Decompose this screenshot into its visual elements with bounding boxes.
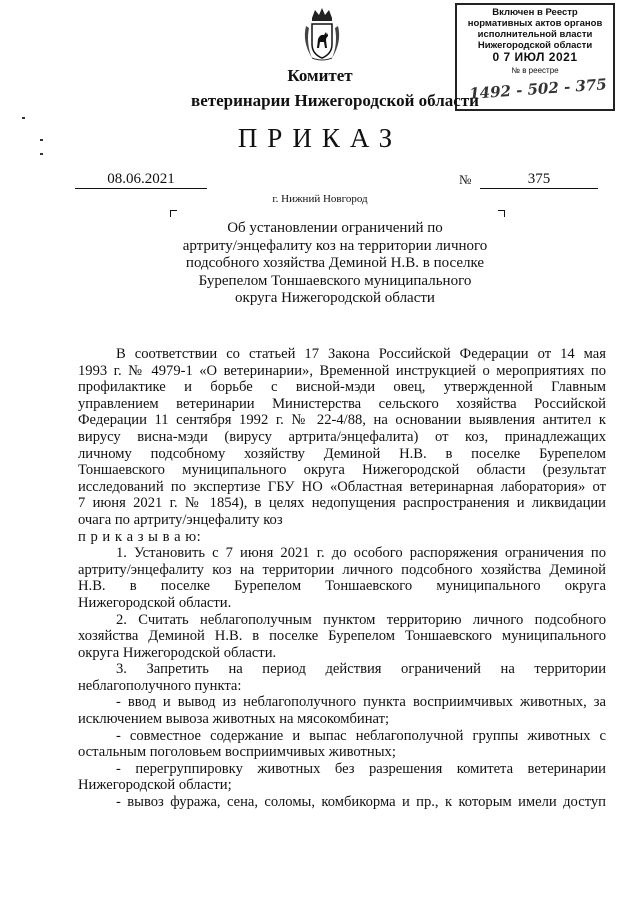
body-line: 1993 г. № 4979-1 «О ветеринарии», Временной инструкцией о мероприятиях по <box>78 362 606 379</box>
stamp-date: 0 7 ИЮЛ 2021 <box>492 50 578 64</box>
coat-of-arms-icon <box>300 6 344 64</box>
body-line: округа Нижегородской области. <box>78 644 277 661</box>
order-keyword: п р и к а з ы в а ю: <box>78 528 202 545</box>
body-line: вирусу висна-мэди (вирусу артрита/энцефалита) от коз, принадлежащих <box>78 428 606 445</box>
body-line: управлением ветеринарии Министерства сельского хозяйства Российской <box>78 395 606 412</box>
body-line: Тоншаевского муниципального округа Нижегородской области (результат <box>78 462 606 479</box>
body-line: 1. Установить с 7 июня 2021 г. до особого распоряжения ограничения по <box>116 545 606 562</box>
subject-bracket-right <box>498 210 505 217</box>
subject-block <box>150 220 520 308</box>
body-line: - совместное содержание и выпас неблагополучной группы животных с <box>116 727 606 744</box>
body-line: неблагополучного пункта: <box>78 677 242 694</box>
document-body <box>78 346 606 811</box>
body-line: исследований по экспертизе ГБУ НО «Областная ветеринарная лаборатория» от <box>78 478 606 495</box>
stamp-reg-number: 1492 - 502 - 375 <box>468 75 608 103</box>
document-date: 08.06.2021 <box>107 171 175 187</box>
date-underline <box>75 188 207 189</box>
body-line: артриту/энцефалиту коз на территории личного подсобного хозяйства Деминой <box>78 561 606 578</box>
stamp-line: Включен в Реестр <box>492 7 578 18</box>
body-line: исключением вывоза животных на мясокомбинат; <box>78 711 390 728</box>
stamp-line: нормативных актов органов <box>467 18 603 29</box>
subject-line: Об установлении ограничений по <box>227 220 443 236</box>
body-line: хозяйства Деминой Н.В. в поселке Бурепелом Тоншаевского муниципального <box>78 628 606 645</box>
subject-line: округа Нижегородской области <box>235 290 435 307</box>
subject-bracket-left <box>170 210 177 217</box>
body-line: 2. Считать неблагополучным пунктом территорию личного подсобного <box>116 611 606 628</box>
body-line: В соответствии со статьей 17 Закона Российской Федерации от 14 мая <box>116 346 606 362</box>
scan-mark <box>22 117 25 119</box>
body-line: очага по артриту/энцефалиту коз <box>78 511 283 528</box>
body-line: - перегруппировку животных без разрешения комитета ветеринарии <box>116 760 606 777</box>
number-underline <box>480 188 598 189</box>
city-name: г. Нижний Новгород <box>272 193 368 205</box>
document-type-title: ПРИКАЗ <box>237 123 403 153</box>
body-line: Н.В. в поселке Бурепелом Тоншаевского муниципального округа <box>78 578 606 595</box>
subject-line: подсобного хозяйства Деминой Н.В. в поселке <box>185 255 485 272</box>
body-line: - вывоз фуража, сена, соломы, комбикорма и пр., к которым имели доступ <box>116 794 606 811</box>
stamp-line: Нижегородской области <box>477 40 593 51</box>
number-label: № <box>459 172 472 187</box>
document-number: 375 <box>527 171 551 187</box>
body-line: Федерации 11 сентября 1992 г. № 22-4/88, на основании выявления антител к <box>78 412 606 429</box>
body-line: личному подсобному хозяйству Деминой Н.В. в поселке Бурепелом <box>78 445 606 462</box>
body-line: - ввод и вывод из неблагополучного пункта восприимчивых животных, за <box>116 694 606 711</box>
body-line: 7 июня 2021 г. № 1854), в целях недопущения распространения и ликвидации <box>78 495 606 512</box>
org-name-line1: Комитет <box>287 66 353 85</box>
body-line: профилактике и борьбе с висной-мэди овец, утвержденной Главным <box>78 379 606 396</box>
body-line: Нижегородской области; <box>78 777 232 794</box>
stamp-reg-label: № в реестре <box>511 66 559 75</box>
body-line: остальным поголовьем восприимчивых животных; <box>78 744 396 761</box>
stamp-line: исполнительной власти <box>477 29 593 40</box>
subject-line: артриту/энцефалиту коз на территории личного <box>182 237 488 254</box>
scan-mark <box>40 139 43 141</box>
subject-line: Бурепелом Тоншаевского муниципального <box>198 272 472 289</box>
body-line: Нижегородской области. <box>78 594 232 611</box>
body-line: 3. Запретить на период действия ограничений на территории <box>116 661 606 678</box>
scan-mark <box>40 153 43 155</box>
org-name-line2: ветеринарии Нижегородской области <box>191 91 479 110</box>
